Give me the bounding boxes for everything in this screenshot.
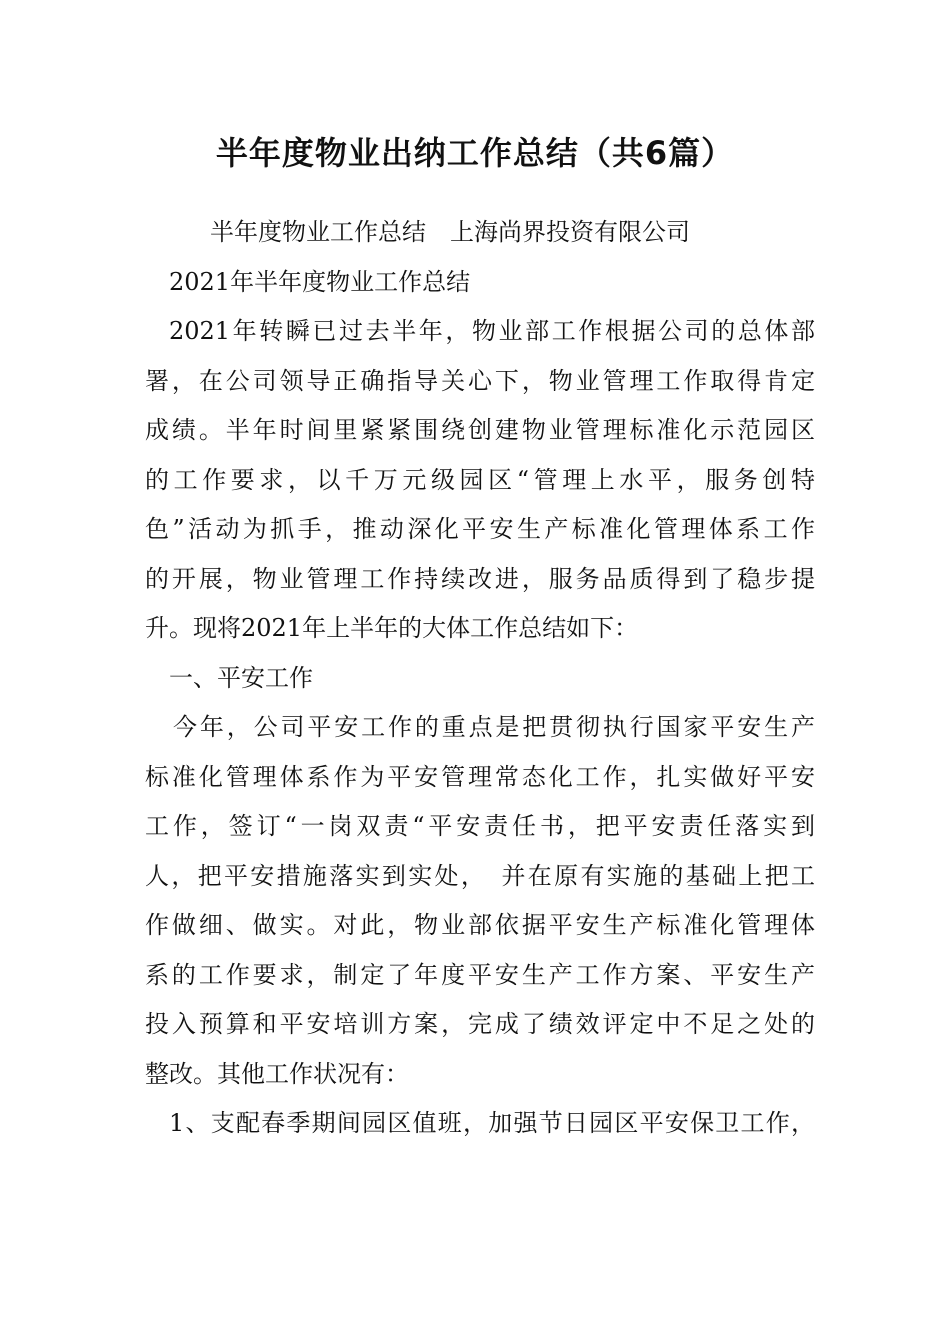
paragraph-line: 整改。其他工作状况有： xyxy=(145,1059,409,1088)
paragraph-line: 半年度物业工作总结 上海尚界投资有限公司 xyxy=(210,218,690,246)
paragraph-line: 投入预算和平安培训方案，完成了绩效评定中不足之处的 xyxy=(145,1010,815,1038)
paragraph-line: 今年，公司平安工作的重点是把贯彻执行国家平安生产 xyxy=(173,713,815,741)
paragraph-line: 的工作要求，以千万元级园区“管理上水平，服务创特 xyxy=(145,465,815,494)
paragraph-line: 2021年半年度物业工作总结 xyxy=(169,267,471,296)
paragraph-line: 工作，签订“一岗双责“平安责任书，把平安责任落实到 xyxy=(145,812,815,840)
paragraph-line: 署，在公司领导正确指导关心下，物业管理工作取得肯定 xyxy=(145,366,815,395)
paragraph-line: 作做细、做实。对此，物业部依据平安生产标准化管理体 xyxy=(145,911,815,939)
paragraph-line: 2021年转瞬已过去半年，物业部工作根据公司的总体部 xyxy=(169,317,815,345)
paragraph-line: 一、平安工作 xyxy=(169,663,313,692)
paragraph-line: 成绩。半年时间里紧紧围绕创建物业管理标准化示范园区 xyxy=(145,416,815,444)
paragraph-line: 标准化管理体系作为平安管理常态化工作，扎实做好平安 xyxy=(145,762,815,791)
paragraph-line: 人，把平安措施落实到实处， 并在原有实施的基础上把工 xyxy=(145,861,815,890)
document-title: 半年度物业出纳工作总结（共6篇） xyxy=(215,134,735,172)
document-body xyxy=(145,208,815,1149)
paragraph-line: 的开展，物业管理工作持续改进，服务品质得到了稳步提 xyxy=(145,564,815,593)
paragraph-line: 色”活动为抓手，推动深化平安生产标准化管理体系工作 xyxy=(145,515,815,543)
paragraph-line: 1、支配春季期间园区值班，加强节日园区平安保卫工作， xyxy=(169,1109,815,1137)
paragraph-line: 升。现将2021年上半年的大体工作总结如下： xyxy=(145,614,639,642)
paragraph-line: 系的工作要求，制定了年度平安生产工作方案、平安生产 xyxy=(145,960,815,989)
